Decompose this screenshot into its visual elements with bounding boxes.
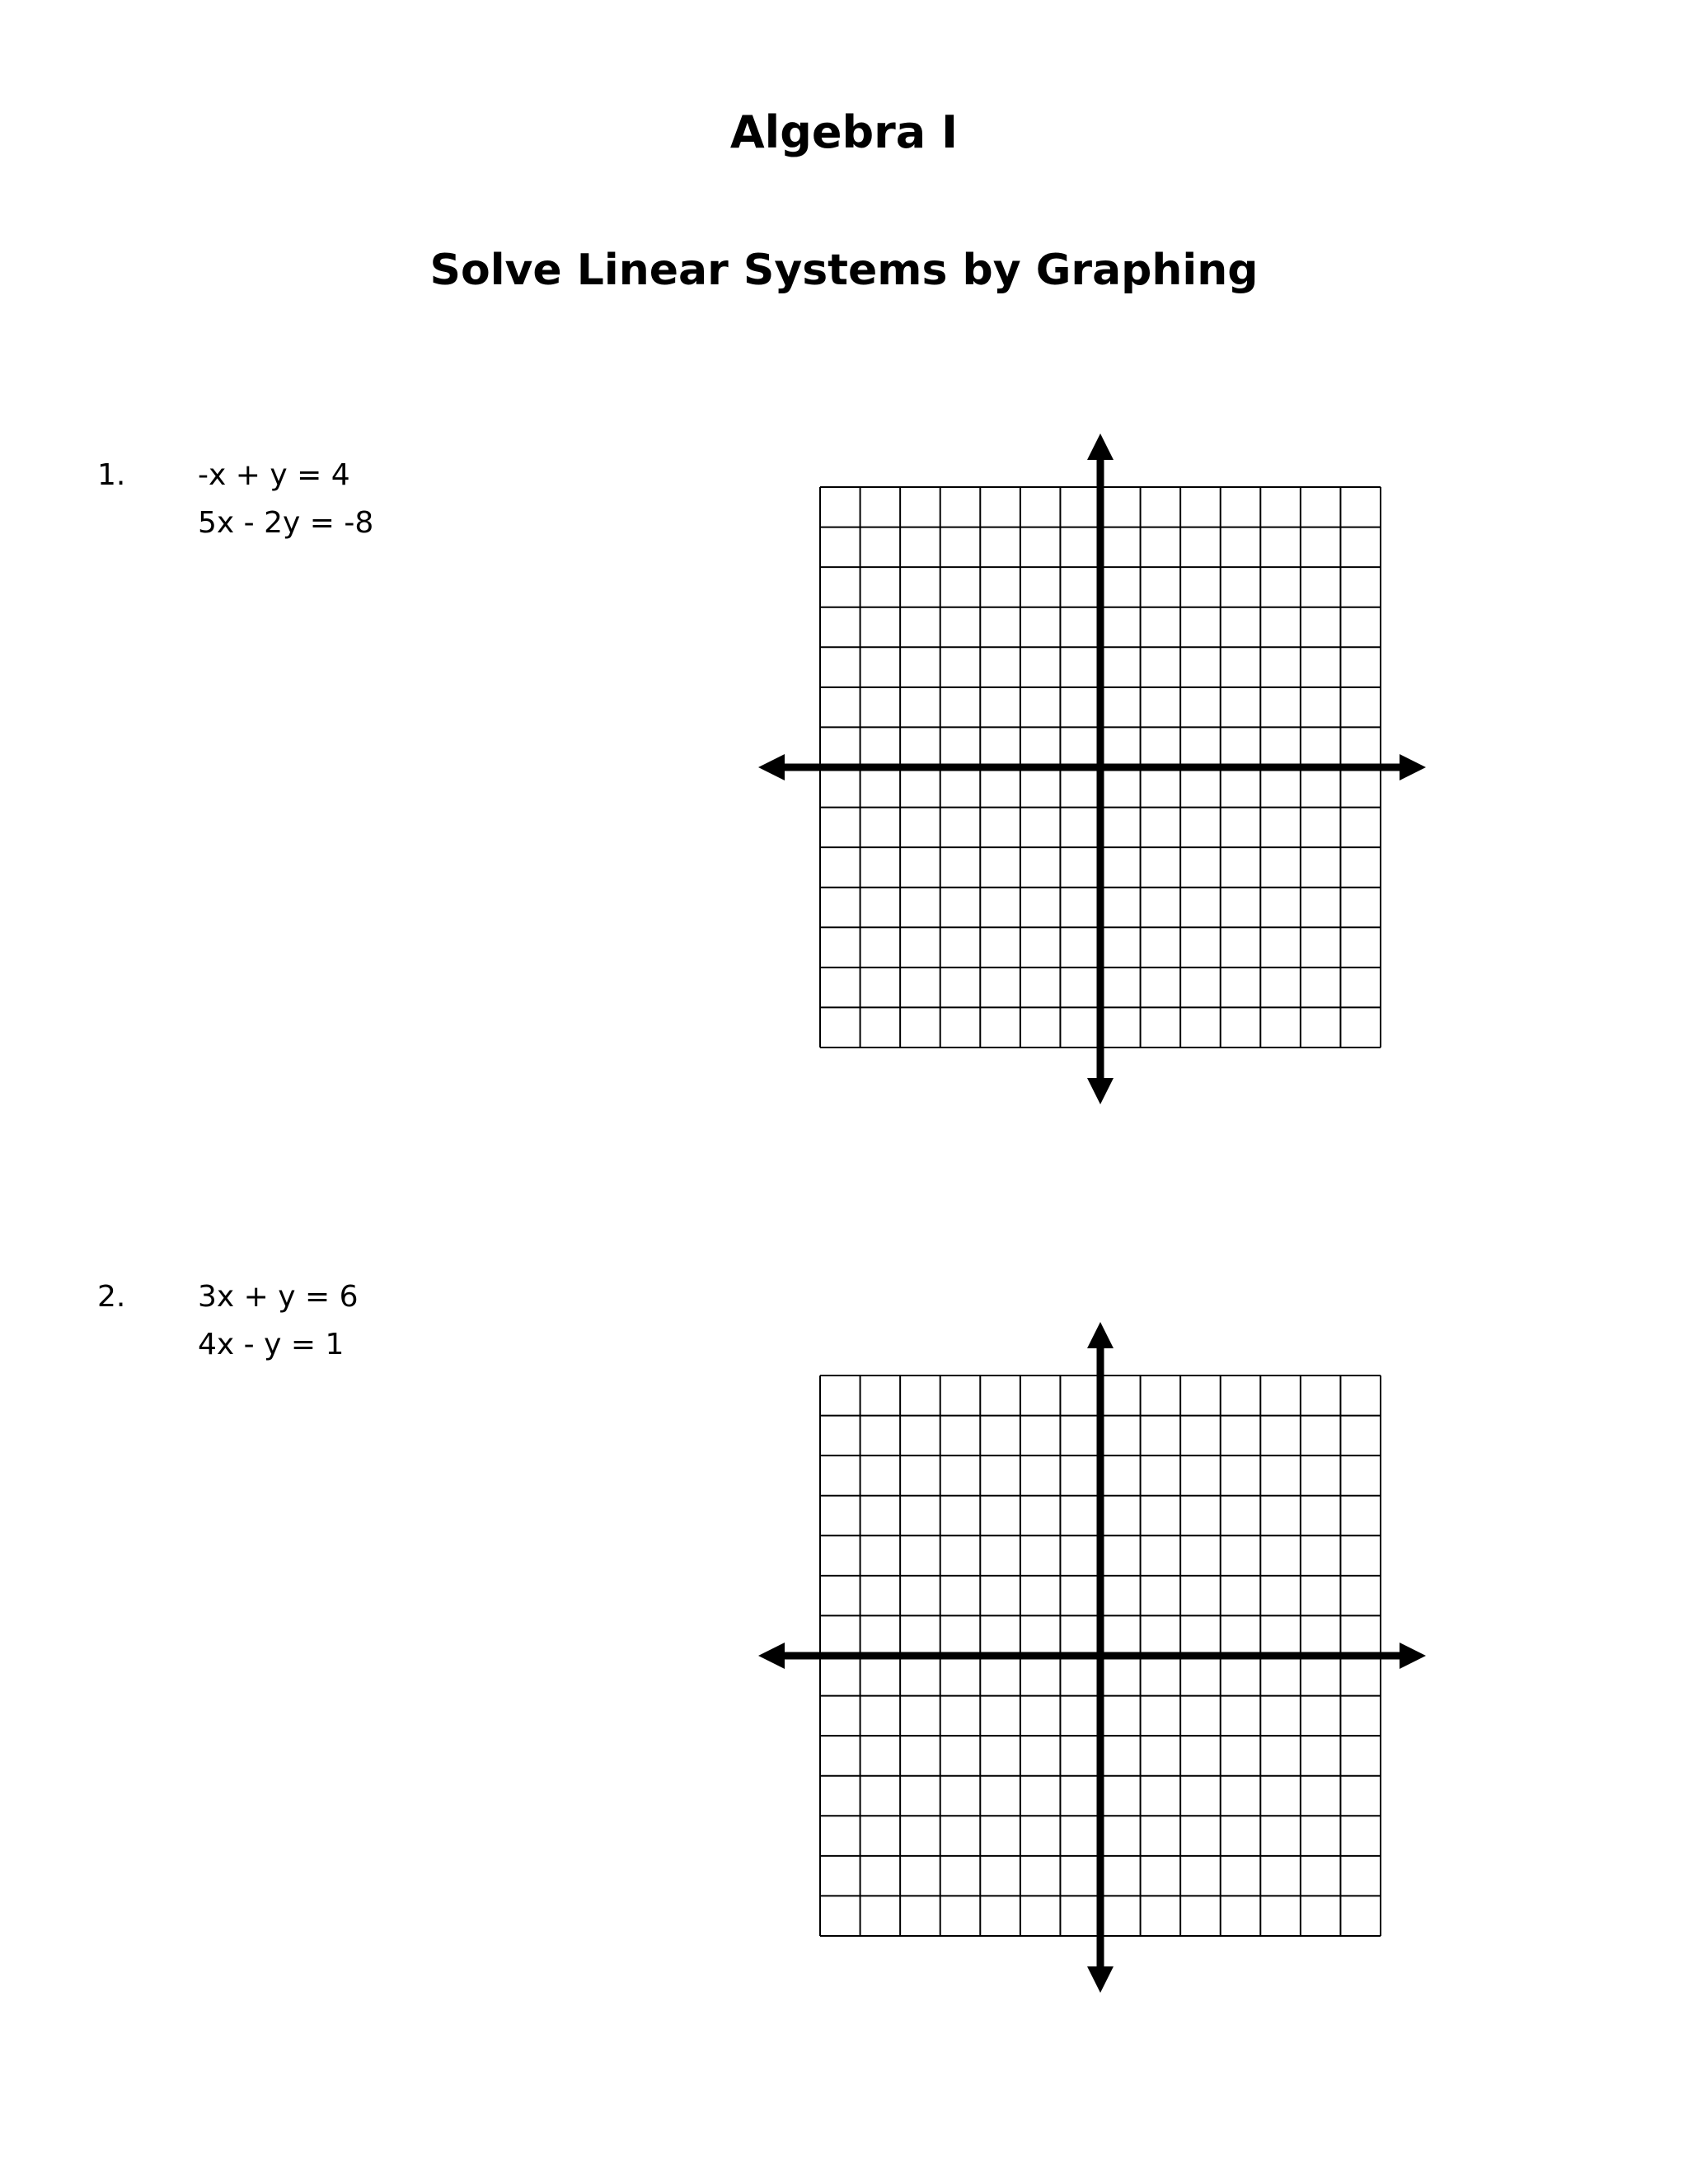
arrow-right-icon bbox=[1400, 754, 1426, 780]
arrow-left-icon bbox=[758, 1643, 785, 1669]
problem-number: 1. bbox=[97, 458, 126, 492]
coordinate-grid[interactable] bbox=[742, 1315, 1442, 1999]
arrow-up-icon bbox=[1087, 434, 1114, 460]
arrow-left-icon bbox=[758, 754, 785, 780]
arrow-down-icon bbox=[1087, 1078, 1114, 1104]
equation-1: -x + y = 4 bbox=[198, 458, 350, 492]
worksheet-subtitle: Solve Linear Systems by Graphing bbox=[429, 246, 1259, 295]
arrow-right-icon bbox=[1400, 1643, 1426, 1669]
equation-2: 4x - y = 1 bbox=[198, 1328, 345, 1361]
problem-number: 2. bbox=[97, 1280, 126, 1314]
arrow-up-icon bbox=[1087, 1322, 1114, 1348]
equation-2: 5x - 2y = -8 bbox=[198, 506, 374, 540]
equation-1: 3x + y = 6 bbox=[198, 1280, 359, 1314]
arrow-down-icon bbox=[1087, 1966, 1114, 1993]
coordinate-grid[interactable] bbox=[742, 427, 1442, 1111]
worksheet-title: Algebra I bbox=[729, 106, 959, 158]
